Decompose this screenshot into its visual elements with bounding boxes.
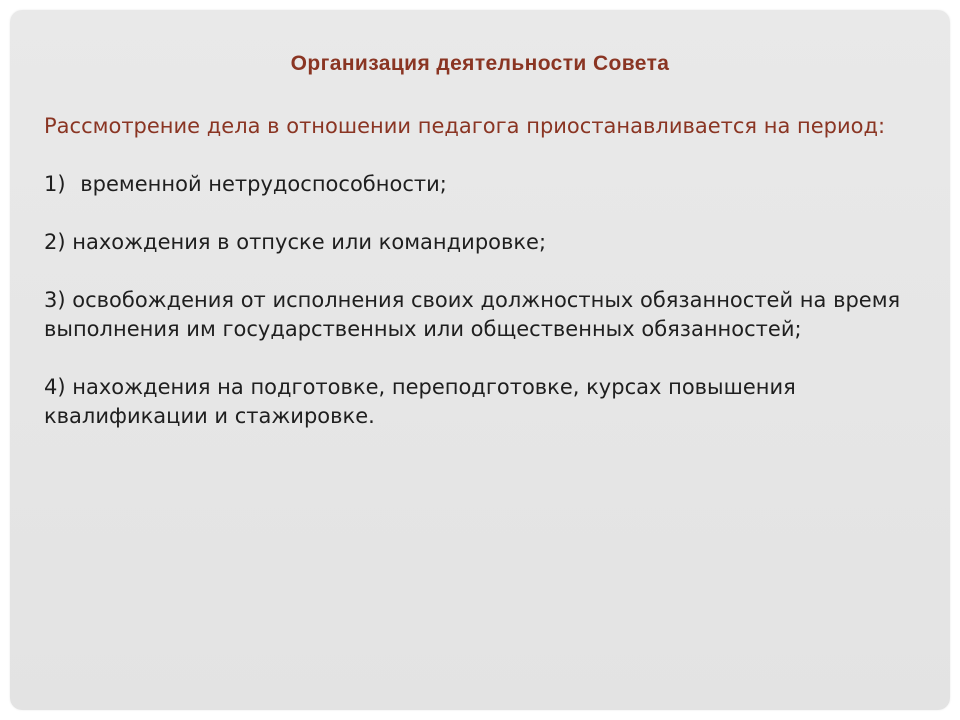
list-item-3 (44, 286, 924, 344)
list-item-text: временной нетрудоспособности; (80, 172, 447, 196)
list-item-4 (44, 373, 924, 431)
slide (10, 10, 950, 710)
list-item-1 (44, 170, 924, 199)
slide-content (44, 112, 924, 460)
list-item-2 (44, 228, 924, 257)
list-item-number: 2) (44, 230, 66, 254)
list-item-text: нахождения в отпуске или командировке; (72, 230, 547, 254)
list-item-number: 4) (44, 375, 66, 399)
list-item-number: 3) (44, 288, 66, 312)
list-item-text: освобождения от исполнения своих должностных обязанностей на время выполнения им государственных или общественных обязанностей; (44, 288, 901, 341)
slide-title: Организация деятельности Совета (290, 52, 670, 75)
list-item-text: нахождения на подготовке, переподготовке, курсах повышения квалификации и стажировке. (44, 375, 796, 428)
intro-text: Рассмотрение дела в отношении педагога приостанавливается на период: (44, 114, 886, 138)
list-item-number: 1) (44, 172, 66, 196)
